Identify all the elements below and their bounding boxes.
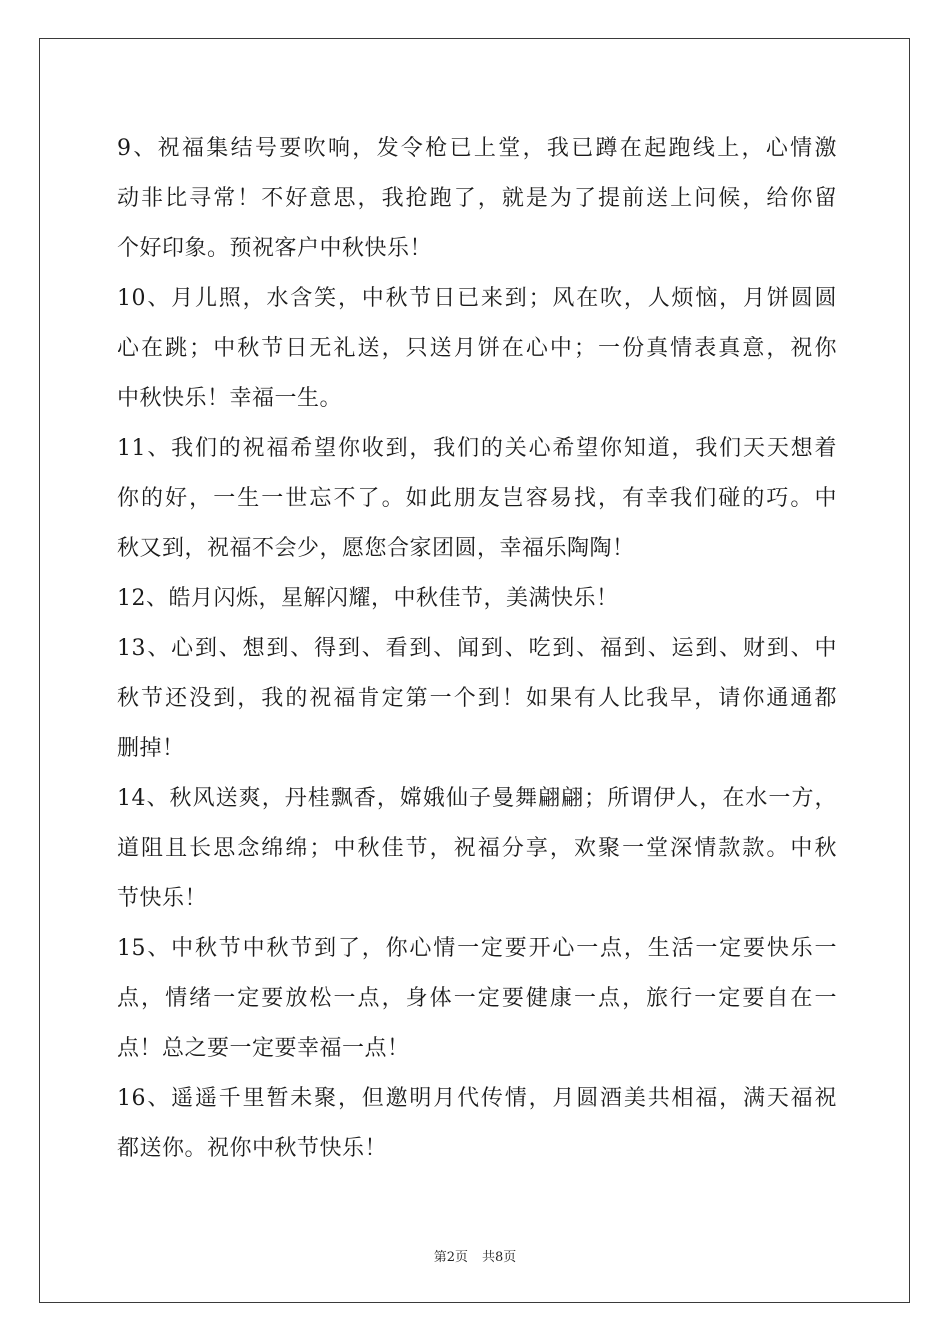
text-line: 道阻且长思念绵绵；中秋佳节，祝福分享，欢聚一堂深情款款。中秋 [117,836,837,861]
page-number: 第2页 [433,1250,468,1265]
text-line: 删掉！ [117,736,185,761]
text-line: 心在跳；中秋节日无礼送，只送月饼在心中；一份真情表真意，祝你 [117,336,837,361]
text-line: 个好印象。预祝客户中秋快乐！ [117,236,433,261]
text-line: 11、我们的祝福希望你收到，我们的关心希望你知道，我们天天想着 [117,436,837,461]
text-line: 9、祝福集结号要吹响，发令枪已上堂，我已蹲在起跑线上，心情激 [117,136,837,161]
text-line: 都送你。祝你中秋节快乐！ [117,1136,388,1161]
text-line: 13、心到、想到、得到、看到、闻到、吃到、福到、运到、财到、中 [117,636,837,661]
text-line: 秋节还没到，我的祝福肯定第一个到！如果有人比我早，请你通通都 [117,686,837,711]
text-line: 16、遥遥千里暂未聚，但邀明月代传情，月圆酒美共相福，满天福祝 [117,1086,837,1111]
text-line: 12、皓月闪烁，星解闪耀，中秋佳节，美满快乐！ [117,586,619,611]
text-line: 你的好，一生一世忘不了。如此朋友岂容易找，有幸我们碰的巧。中 [117,486,837,511]
text-line: 动非比寻常！不好意思，我抢跑了，就是为了提前送上问候，给你留 [117,186,837,211]
text-line: 15、中秋节中秋节到了，你心情一定要开心一点，生活一定要快乐一 [117,936,837,961]
text-line: 中秋快乐！幸福一生。 [117,386,343,411]
text-line: 节快乐！ [117,886,208,911]
page-total: 共8页 [482,1250,517,1265]
document-body [117,128,837,1178]
text-line: 10、月儿照，水含笑，中秋节日已来到；风在吹，人烦恼，月饼圆圆 [117,286,837,311]
text-line: 14、秋风送爽，丹桂飘香，嫦娥仙子曼舞翩翩；所谓伊人，在水一方， [117,786,837,811]
text-line: 秋又到，祝福不会少，愿您合家团圆，幸福乐陶陶！ [117,536,635,561]
text-line: 点，情绪一定要放松一点，身体一定要健康一点，旅行一定要自在一 [117,986,837,1011]
page-footer [0,1246,950,1265]
text-line: 点！总之要一定要幸福一点！ [117,1036,410,1061]
